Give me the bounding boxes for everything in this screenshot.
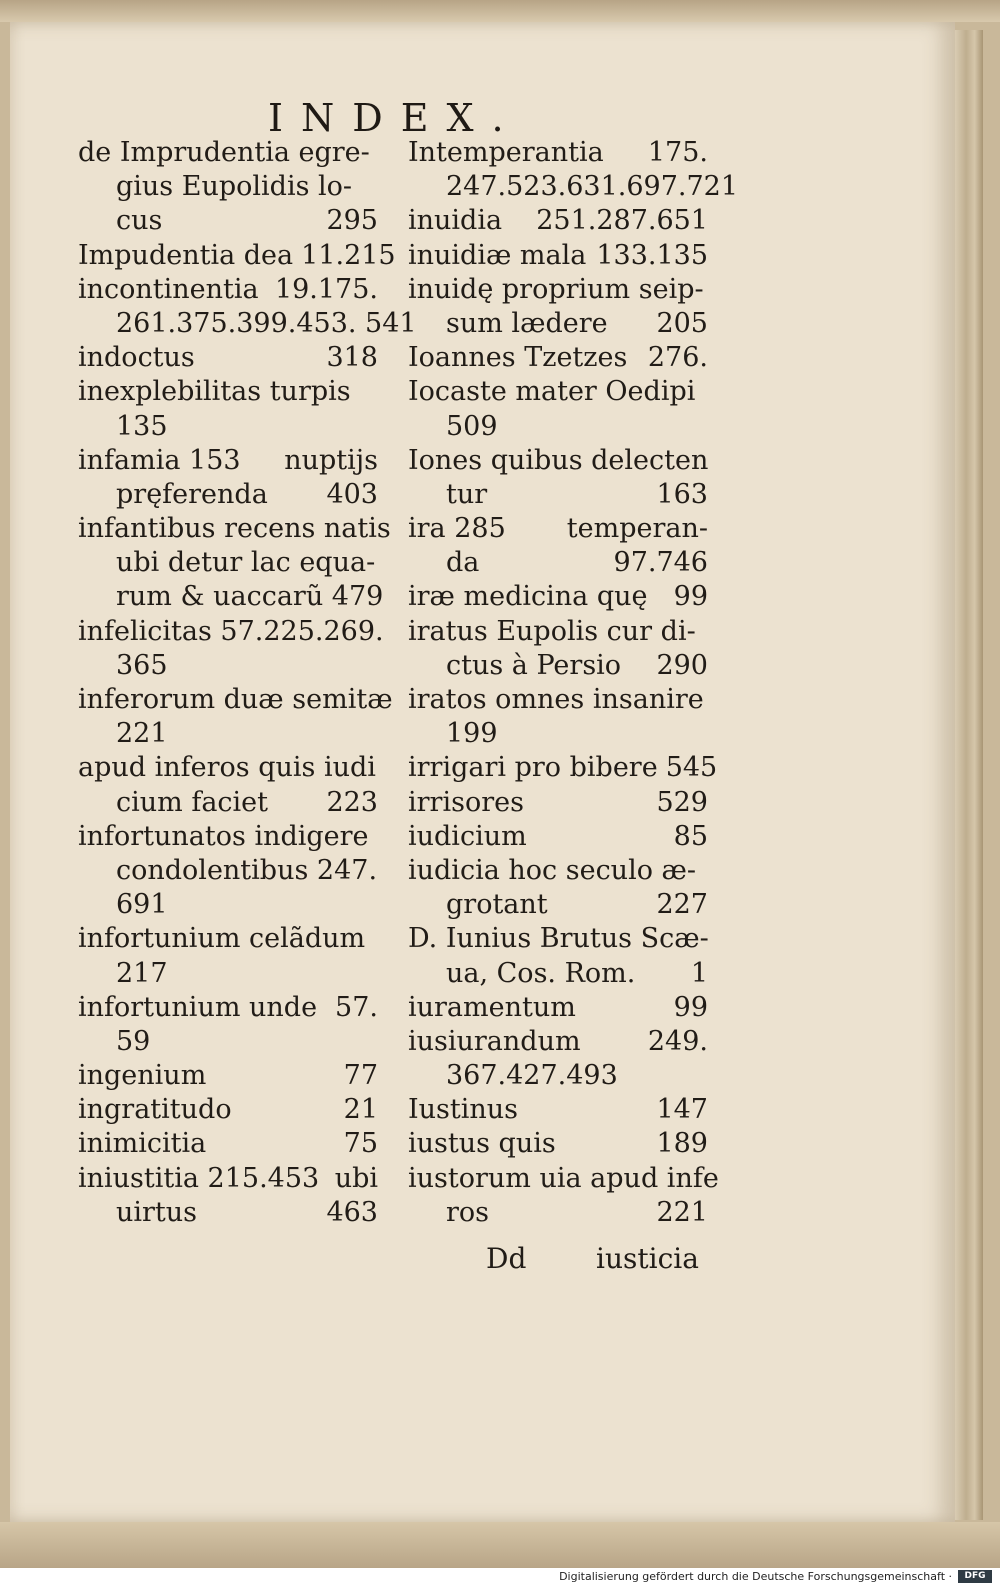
index-entry [78,341,378,375]
index-entry [408,786,708,820]
binding-board-bottom [0,1522,1000,1568]
index-entry-line [408,478,708,512]
index-page-ref: 77 [343,1060,378,1092]
index-entry [408,375,708,443]
index-entry-line [408,1127,708,1161]
index-entry [408,341,708,375]
index-term: de Imprudentia egre- [78,137,370,168]
index-term: infortunium celãdum [78,923,366,955]
index-entry-line [78,922,378,956]
index-entry-line [78,717,378,751]
index-term: 261.375.399.453. 541 [116,307,417,339]
binding-board-top [0,0,1000,22]
index-entry [78,751,378,819]
index-entry-line [408,922,708,956]
index-term: iræ medicina quę [408,581,648,613]
index-page-ref: 221 [656,1196,708,1228]
index-page-ref: 97.746 [613,547,708,579]
index-entry [408,204,708,238]
index-term: da [446,547,480,579]
index-entry [408,922,708,990]
index-entry [408,615,708,683]
index-entry-line [408,580,708,614]
index-page-ref: 223 [326,786,378,818]
index-page-ref: 85 [673,820,708,852]
index-term: iratus Eupolis cur di- [408,615,696,647]
index-term: inexplebilitas turpis [78,376,351,408]
index-term: pręferenda [116,478,268,510]
index-term: 217 [116,957,168,989]
index-term: gius Eupolidis lo- [116,171,353,203]
index-entry-line [78,751,378,785]
index-entry-line [78,136,378,170]
index-term: 135 [116,410,168,442]
index-term: 59 [116,1025,151,1057]
index-entry-line [78,820,378,854]
index-entry [78,239,396,273]
index-entry-line [408,1162,719,1196]
index-entry-line [408,615,708,649]
index-term: iniustitia 215.453 [78,1162,320,1194]
index-page-ref: 205 [656,307,708,339]
index-page-ref: 403 [326,478,378,510]
index-entry [408,751,718,785]
index-entry-line [78,1059,378,1093]
index-term: apud inferos quis iudi [78,752,376,784]
index-term: Impudentia dea [78,239,294,271]
index-term: iudicium [408,820,527,852]
index-term: irrigari pro bibere [408,752,658,784]
index-term: ctus à Persio [446,649,622,681]
page-title: INDEX. [268,96,522,140]
index-term: iudicia hoc seculo æ- [408,854,697,886]
index-entry-line [408,957,708,991]
index-entry-line [78,991,378,1025]
index-entry [408,512,708,580]
index-entry-line [408,820,708,854]
index-page-ref: 529 [656,786,708,818]
index-entry [408,1093,708,1127]
index-page-ref: 21 [343,1094,378,1126]
index-entry-line [78,512,391,546]
dfg-logo-icon: DFG [958,1570,992,1583]
index-entry [78,1162,378,1230]
index-entry-line [78,478,378,512]
index-page-ref: 1 [690,957,708,989]
catchword: iusticia [596,1242,699,1275]
index-entry [408,854,708,922]
index-term: Intemperantia [408,137,604,168]
index-entry-line [78,204,378,238]
index-column-left [78,136,417,1230]
index-term: uirtus [116,1196,198,1228]
index-entry [408,1162,719,1230]
index-entry-line [408,341,708,375]
index-entry [408,239,708,273]
index-entry-line [408,410,708,444]
index-entry-line [78,1025,378,1059]
index-entry-line [78,888,378,922]
index-term: infamia 153 [78,444,241,476]
index-term: 691 [116,889,168,921]
index-entry-line [408,1093,708,1127]
index-entry-line [408,1025,708,1059]
index-term: infortunium unde [78,991,318,1023]
index-entry-line [78,375,378,409]
index-page-ref: 249. [647,1025,708,1057]
index-term: irrisores [408,786,524,818]
index-term: Iustinus [408,1094,519,1126]
signature-mark: Dd [486,1242,527,1275]
index-term: sum lædere [446,307,608,339]
index-page-ref: 99 [673,581,708,613]
index-entry-line [408,888,708,922]
index-term: 509 [446,410,498,442]
index-term: indoctus [78,342,195,374]
index-entry [408,580,708,614]
index-entry [78,444,378,512]
index-entry-line [78,341,378,375]
index-term: Iocaste mater Oedipi [408,376,696,408]
index-entry-line [78,580,384,614]
index-entry [78,273,417,341]
index-entry [78,615,384,683]
funding-note: Digitalisierung gefördert durch die Deutsche Forschungsgemeinschaft · [559,1570,952,1583]
index-entry-line [408,204,708,238]
index-entry-line [78,307,417,341]
index-term: D. Iunius Brutus Scæ- [408,923,709,955]
index-term: incontinentia [78,273,259,305]
index-term: infelicitas 57.225.269. [78,615,384,647]
index-term: ubi detur lac equa- [116,547,376,579]
index-page-ref: 251.287.651 [536,205,708,237]
index-entry-line [408,1059,708,1093]
index-entry [408,683,708,751]
index-page-ref: 545 [665,752,718,784]
index-entry [408,273,708,341]
index-entry-line [78,854,378,888]
index-term: ingenium [78,1060,207,1092]
index-entry [78,683,393,751]
index-entry-line [408,546,708,580]
index-page-ref: 147 [656,1094,708,1126]
index-entry [78,820,378,923]
index-term: inferorum duæ semitæ [78,684,393,715]
index-entry-line [408,751,718,785]
index-entry-line [408,683,708,717]
index-entry-line [78,546,378,580]
index-entry-line [78,239,396,273]
index-entry-line [408,307,708,341]
index-term: Ioannes Tzetzes [408,342,628,374]
index-entry-line [408,170,739,204]
index-column-right [408,136,739,1230]
index-page-ref: 189 [656,1128,708,1160]
index-entry [408,1025,708,1093]
index-term: ira 285 [408,513,506,545]
index-entry-line [78,649,378,683]
index-term: ua, Cos. Rom. [446,957,636,989]
index-entry [78,922,378,990]
index-term: 221 [116,718,168,750]
index-term: inimicitia [78,1128,207,1160]
index-term: 365 [116,649,168,681]
index-term: iustorum uia apud infe [408,1162,719,1194]
index-entry-line [78,1127,378,1161]
index-term: rum & uaccarũ 479 [116,581,384,613]
index-page-ref: 276. [647,342,708,374]
index-term: cium faciet [116,786,269,818]
index-page-ref: 133.135 [596,239,708,271]
index-entry [408,820,708,854]
index-entry-line [78,1196,378,1230]
index-entry [78,512,391,615]
index-page-ref: temperan- [566,513,708,545]
index-entry [408,444,708,512]
index-entry-line [78,444,378,478]
index-entry [408,136,739,204]
index-entry-line [408,991,708,1025]
index-entry-line [408,512,708,546]
index-entry-line [408,375,708,409]
index-entry-line [408,136,708,170]
index-entry-line [408,786,708,820]
index-entry-line [78,410,378,444]
index-term: iustus quis [408,1128,556,1160]
index-page-ref: 318 [326,342,378,374]
index-page-ref: 290 [656,649,708,681]
index-term: ingratitudo [78,1094,232,1126]
index-entry-line [78,615,384,649]
index-page-ref: 57. [335,991,378,1023]
index-page-ref: 11.215 [301,239,396,271]
index-entry-line [408,444,708,478]
index-term: iusiurandum [408,1025,581,1057]
index-entry-line [78,273,378,307]
index-entry-line [78,683,393,717]
index-entry-line [408,649,708,683]
index-entry [78,375,378,443]
index-term: Iones quibus delecten [408,444,709,476]
index-entry [78,1059,378,1093]
index-entry [408,1127,708,1161]
index-page-ref: 19.175. [274,273,378,305]
index-page-ref: 295 [326,205,378,237]
index-page-ref: nuptijs [284,444,378,476]
index-term: infantibus recens natis [78,513,391,545]
index-entry [78,991,378,1059]
index-entry-line [408,1196,708,1230]
index-term: infortunatos indigere [78,820,369,852]
index-entry [408,991,708,1025]
index-page-ref: 75 [343,1128,378,1160]
index-page-ref: ubi [334,1162,378,1194]
index-entry-line [78,170,378,204]
index-entry-line [408,273,708,307]
index-page-ref: 99 [673,991,708,1023]
index-entry-line [408,717,708,751]
index-entry-line [408,239,708,273]
index-term: ros [446,1196,490,1228]
index-page-ref: 163 [656,478,708,510]
index-term: iratos omnes insanire [408,684,704,715]
index-term: condolentibus 247. [116,854,378,886]
index-term: inuidia [408,205,503,237]
index-term: 247.523.631.697.721 [446,171,739,203]
page-edge [955,30,983,1520]
index-term: tur [446,478,488,510]
index-term: 367.427.493 [446,1060,618,1092]
index-page-ref: 175. [647,137,708,168]
index-term: 199 [446,718,498,750]
index-entry [78,1093,378,1127]
index-term: cus [116,205,163,237]
index-entry-line [408,854,708,888]
index-entry-line [78,1162,378,1196]
index-entry [78,1127,378,1161]
index-page-ref: 463 [326,1196,378,1228]
index-term: iuramentum [408,991,576,1023]
index-entry-line [78,786,378,820]
funding-bar [0,1568,1000,1585]
index-entry-line [78,957,378,991]
index-term: inuidiæ mala [408,239,587,271]
index-entry-line [78,1093,378,1127]
index-term: grotant [446,889,548,921]
index-page-ref: 227 [656,889,708,921]
index-entry [78,136,378,239]
index-term: inuidę proprium seip- [408,273,704,305]
